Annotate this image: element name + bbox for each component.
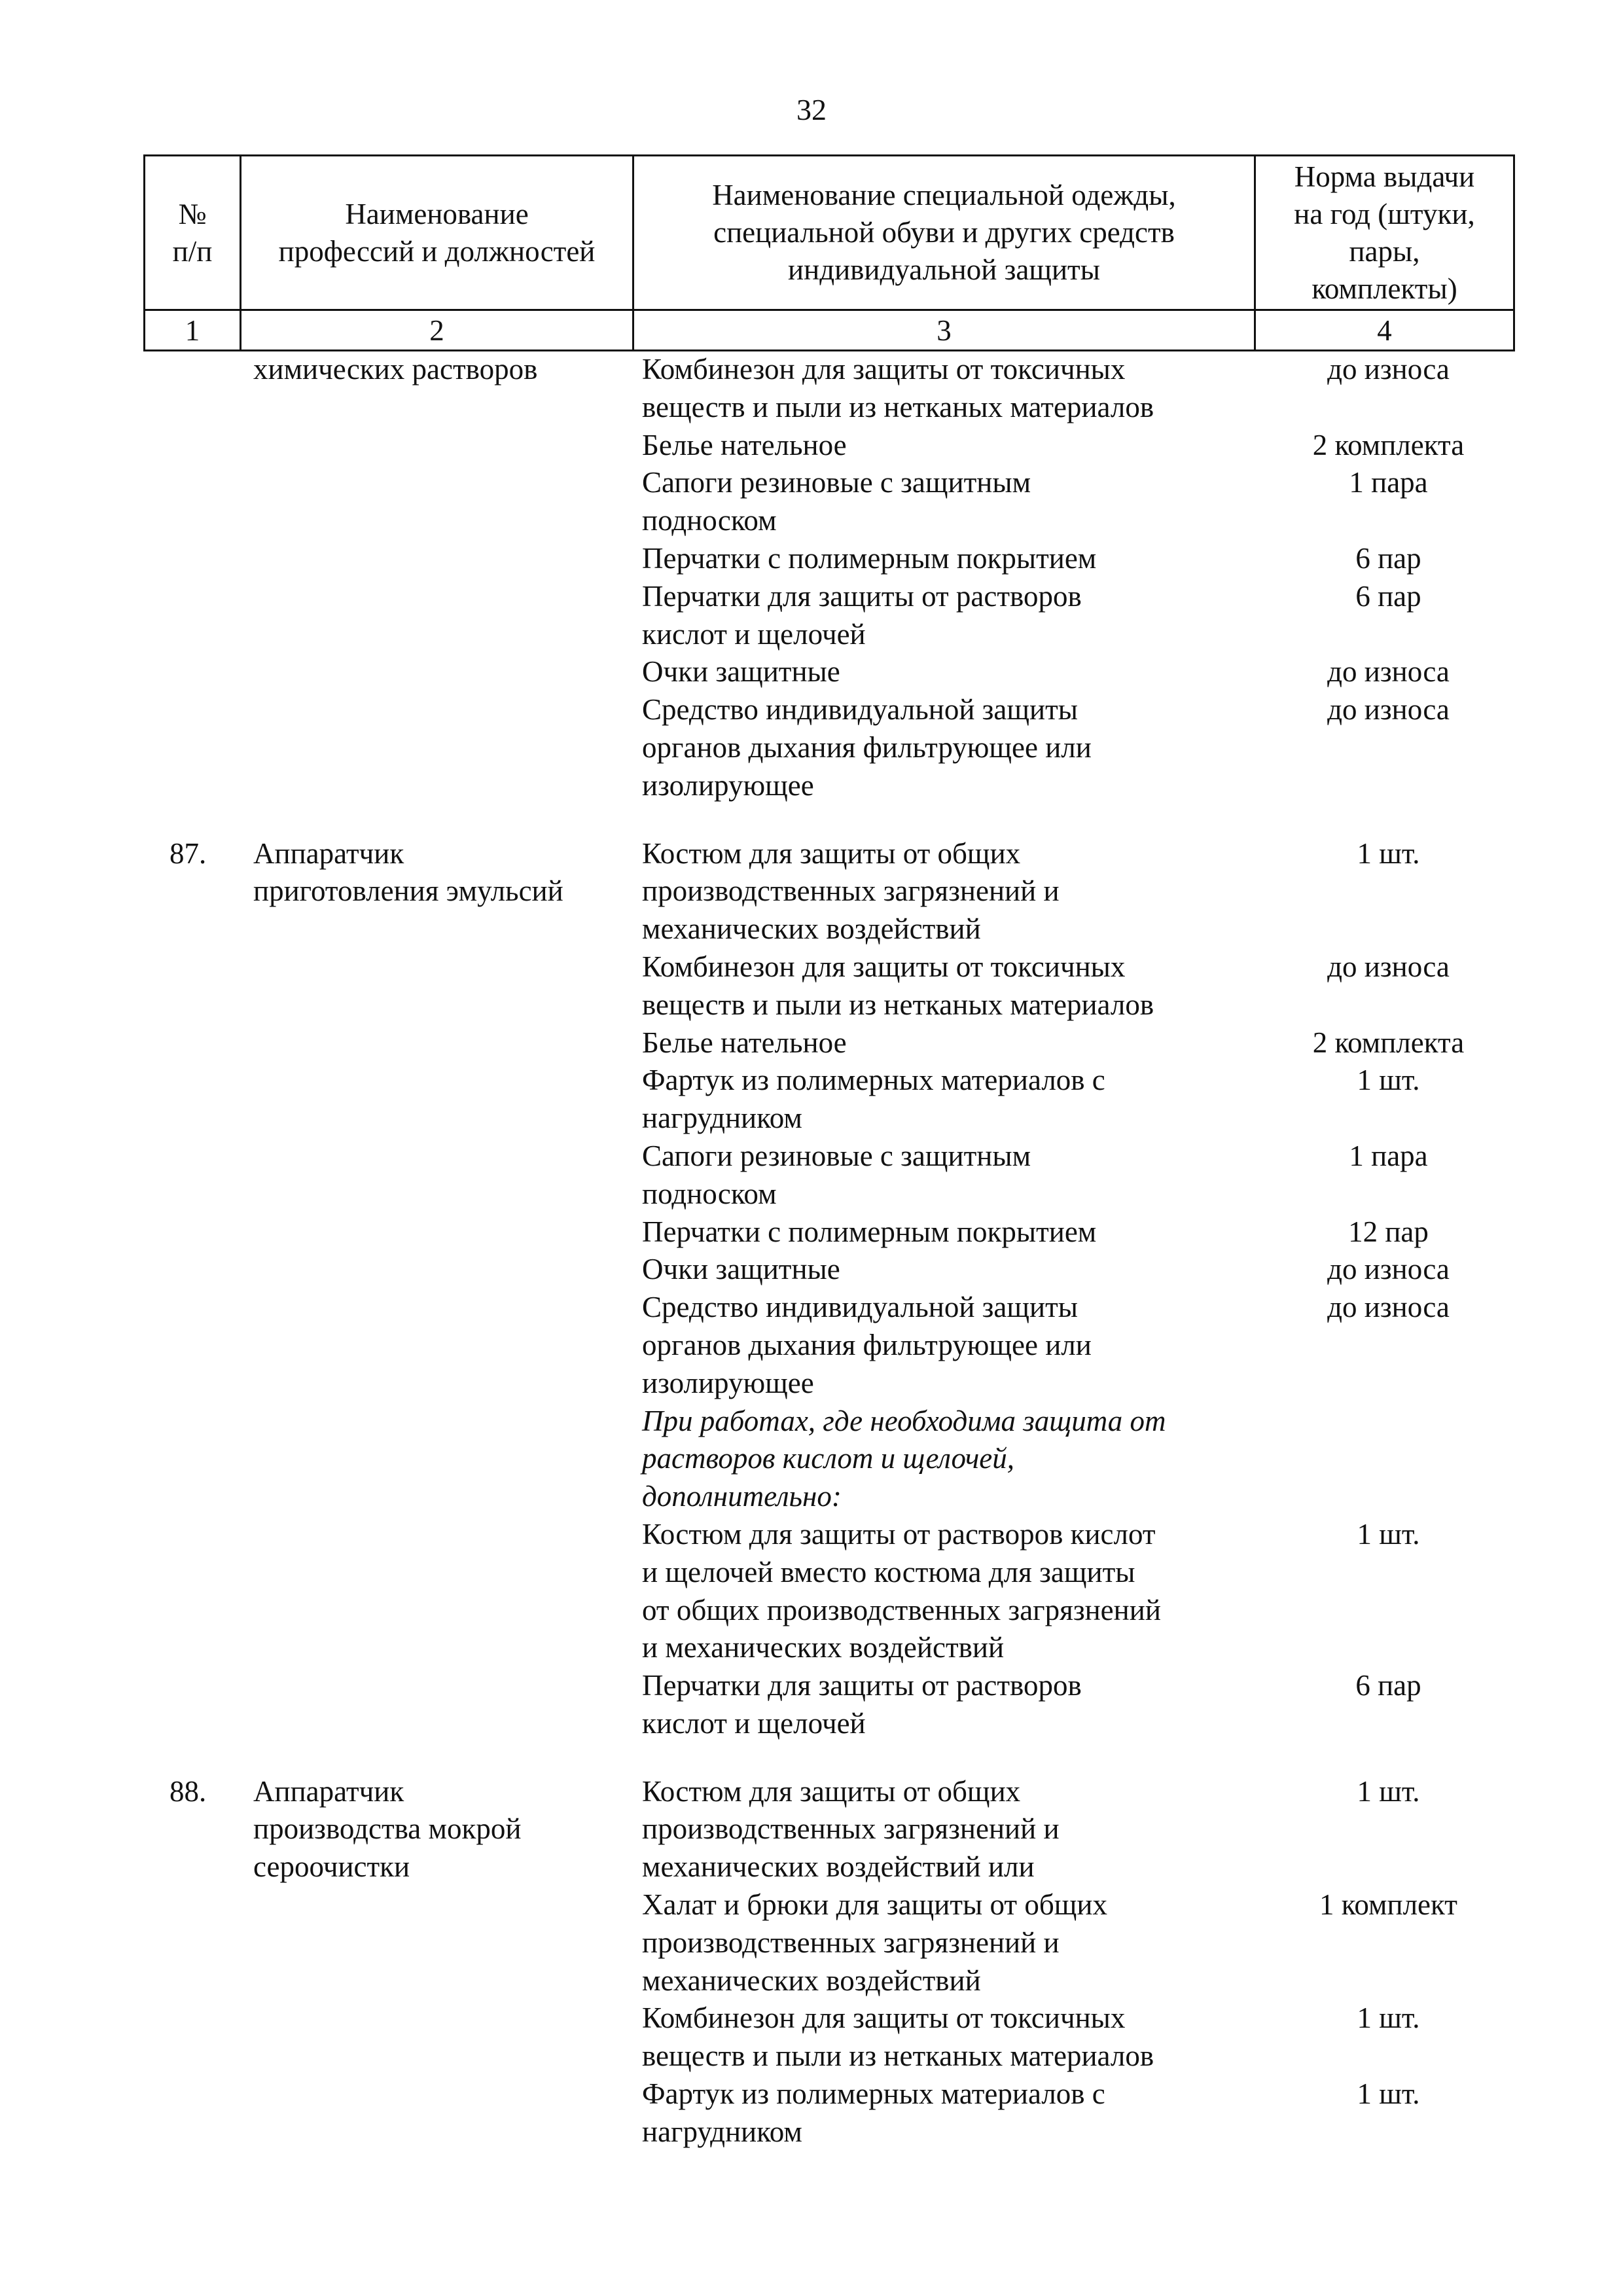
header-col-number xyxy=(145,156,241,310)
equipment-name: Комбинезон для защиты от токсичных веществ и пыли из нетканых материалов xyxy=(642,950,1154,1021)
equipment-norm: до износа xyxy=(1327,950,1450,983)
profession-group xyxy=(143,835,1513,1743)
equipment-row xyxy=(143,1667,1513,1743)
equipment-row xyxy=(143,427,1513,465)
profession-group xyxy=(143,351,1513,805)
row-number: 87. xyxy=(169,836,207,870)
equipment-norm: 6 пар xyxy=(1355,579,1421,613)
header-col-equipment xyxy=(633,156,1255,310)
equipment-name: Сапоги резиновые с защитным подноском xyxy=(642,1139,1031,1210)
equipment-row xyxy=(143,653,1513,691)
equipment-name: Средство индивидуальной защиты органов дыхания фильтрующее или изолирующее xyxy=(642,693,1092,802)
profession-group xyxy=(143,1773,1513,2151)
table-header xyxy=(143,154,1515,351)
equipment-norm: до износа xyxy=(1327,1253,1450,1286)
equipment-row xyxy=(143,948,1513,1024)
equipment-name: Белье нательное xyxy=(642,1026,847,1059)
equipment-name: Костюм для защиты от общих производственных загрязнений и механических воздействий xyxy=(642,836,1060,946)
equipment-name: Комбинезон для защиты от токсичных веществ и пыли из нетканых материалов xyxy=(642,353,1154,423)
equipment-name: Халат и брюки для защиты от общих производственных загрязнений и механических воздействий xyxy=(642,1888,1107,1997)
equipment-name: Очки защитные xyxy=(642,1253,840,1286)
equipment-norm: 2 комплекта xyxy=(1312,428,1465,461)
equipment-norm: 6 пар xyxy=(1355,1669,1421,1702)
equipment-norm: 1 пара xyxy=(1349,1139,1428,1172)
equipment-name: Белье нательное xyxy=(642,428,847,461)
header-col-norm xyxy=(1255,156,1514,310)
header-num-3: 3 xyxy=(633,310,1255,351)
equipment-norm: 6 пар xyxy=(1355,541,1421,575)
header-num-2: 2 xyxy=(241,310,633,351)
equipment-name: Перчатки с полимерным покрытием xyxy=(642,1215,1097,1248)
equipment-row xyxy=(143,1024,1513,1062)
equipment-norm: 1 комплект xyxy=(1319,1888,1457,1922)
equipment-row xyxy=(143,1138,1513,1213)
equipment-name: Средство индивидуальной защиты органов дыхания фильтрующее или изолирующее xyxy=(642,1291,1092,1399)
equipment-norm: до износа xyxy=(1327,353,1450,386)
equipment-norm: 1 шт. xyxy=(1357,2001,1420,2035)
equipment-row xyxy=(143,1062,1513,1138)
equipment-row xyxy=(143,2000,1513,2075)
equipment-norm: до износа xyxy=(1327,655,1450,689)
equipment-norm: 12 пар xyxy=(1348,1215,1429,1248)
equipment-name: Костюм для защиты от растворов кислот и щелочей вместо костюма для защиты от общих производственных загрязнений и механических воздействий xyxy=(642,1517,1161,1664)
equipment-norm: до износа xyxy=(1327,1291,1450,1324)
equipment-norm: 1 шт. xyxy=(1357,1517,1420,1551)
header-col-profession-label: Наименование профессий и должностей xyxy=(278,197,596,268)
equipment-name: Фартук из полимерных материалов с нагрудником xyxy=(642,1064,1105,1135)
equipment-row xyxy=(143,1213,1513,1251)
header-col-norm-label: Норма выдачи на год (штуки, пары, комплекты) xyxy=(1294,160,1475,305)
equipment-row xyxy=(143,691,1513,804)
equipment-norm: 1 шт. xyxy=(1357,1774,1420,1808)
equipment-row xyxy=(143,464,1513,540)
equipment-row xyxy=(143,1289,1513,1402)
equipment-norm: 1 шт. xyxy=(1357,836,1420,870)
equipment-name: Сапоги резиновые с защитным подноском xyxy=(642,466,1031,537)
equipment-row xyxy=(143,2075,1513,2151)
equipment-norm: 1 пара xyxy=(1349,466,1428,499)
equipment-name: Перчатки для защиты от растворов кислот и щелочей xyxy=(642,579,1082,651)
profession-name: Аппаратчик приготовления эмульсий xyxy=(253,836,563,908)
equipment-name: Комбинезон для защиты от токсичных веществ и пыли из нетканых материалов xyxy=(642,2001,1154,2073)
header-num-4: 4 xyxy=(1255,310,1514,351)
equipment-name: Перчатки для защиты от растворов кислот и щелочей xyxy=(642,1669,1082,1740)
profession-name: Аппаратчик производства мокрой сероочистки xyxy=(253,1774,522,1884)
equipment-norm: 2 комплекта xyxy=(1312,1026,1465,1059)
equipment-name: Перчатки с полимерным покрытием xyxy=(642,541,1097,575)
equipment-norm: 1 шт. xyxy=(1357,1064,1420,1097)
equipment-row xyxy=(143,1516,1513,1667)
equipment-norm: 1 шт. xyxy=(1357,2077,1420,2111)
profession-name: химических растворов xyxy=(253,353,538,386)
row-number: 88. xyxy=(169,1774,207,1808)
equipment-row xyxy=(143,540,1513,578)
page-number: 32 xyxy=(796,93,827,126)
equipment-row xyxy=(143,1251,1513,1289)
equipment-norm: до износа xyxy=(1327,693,1450,726)
header-col-number-label: № п/п xyxy=(172,197,213,268)
equipment-name: Фартук из полимерных материалов с нагрудником xyxy=(642,2077,1105,2148)
header-num-1: 1 xyxy=(145,310,241,351)
equipment-name: Костюм для защиты от общих производственных загрязнений и механических воздействий или xyxy=(642,1774,1060,1884)
equipment-row xyxy=(143,1886,1513,2000)
equipment-note: При работах, где необходима защита от растворов кислот и щелочей, дополнительно: xyxy=(642,1404,1166,1513)
table-body xyxy=(143,351,1513,2151)
header-col-equipment-label: Наименование специальной одежды, специальной обуви и других средств индивидуальной защиты xyxy=(712,179,1176,286)
equipment-row xyxy=(143,1403,1513,1516)
equipment-name: Очки защитные xyxy=(642,655,840,689)
header-col-profession xyxy=(241,156,633,310)
equipment-row xyxy=(143,578,1513,654)
